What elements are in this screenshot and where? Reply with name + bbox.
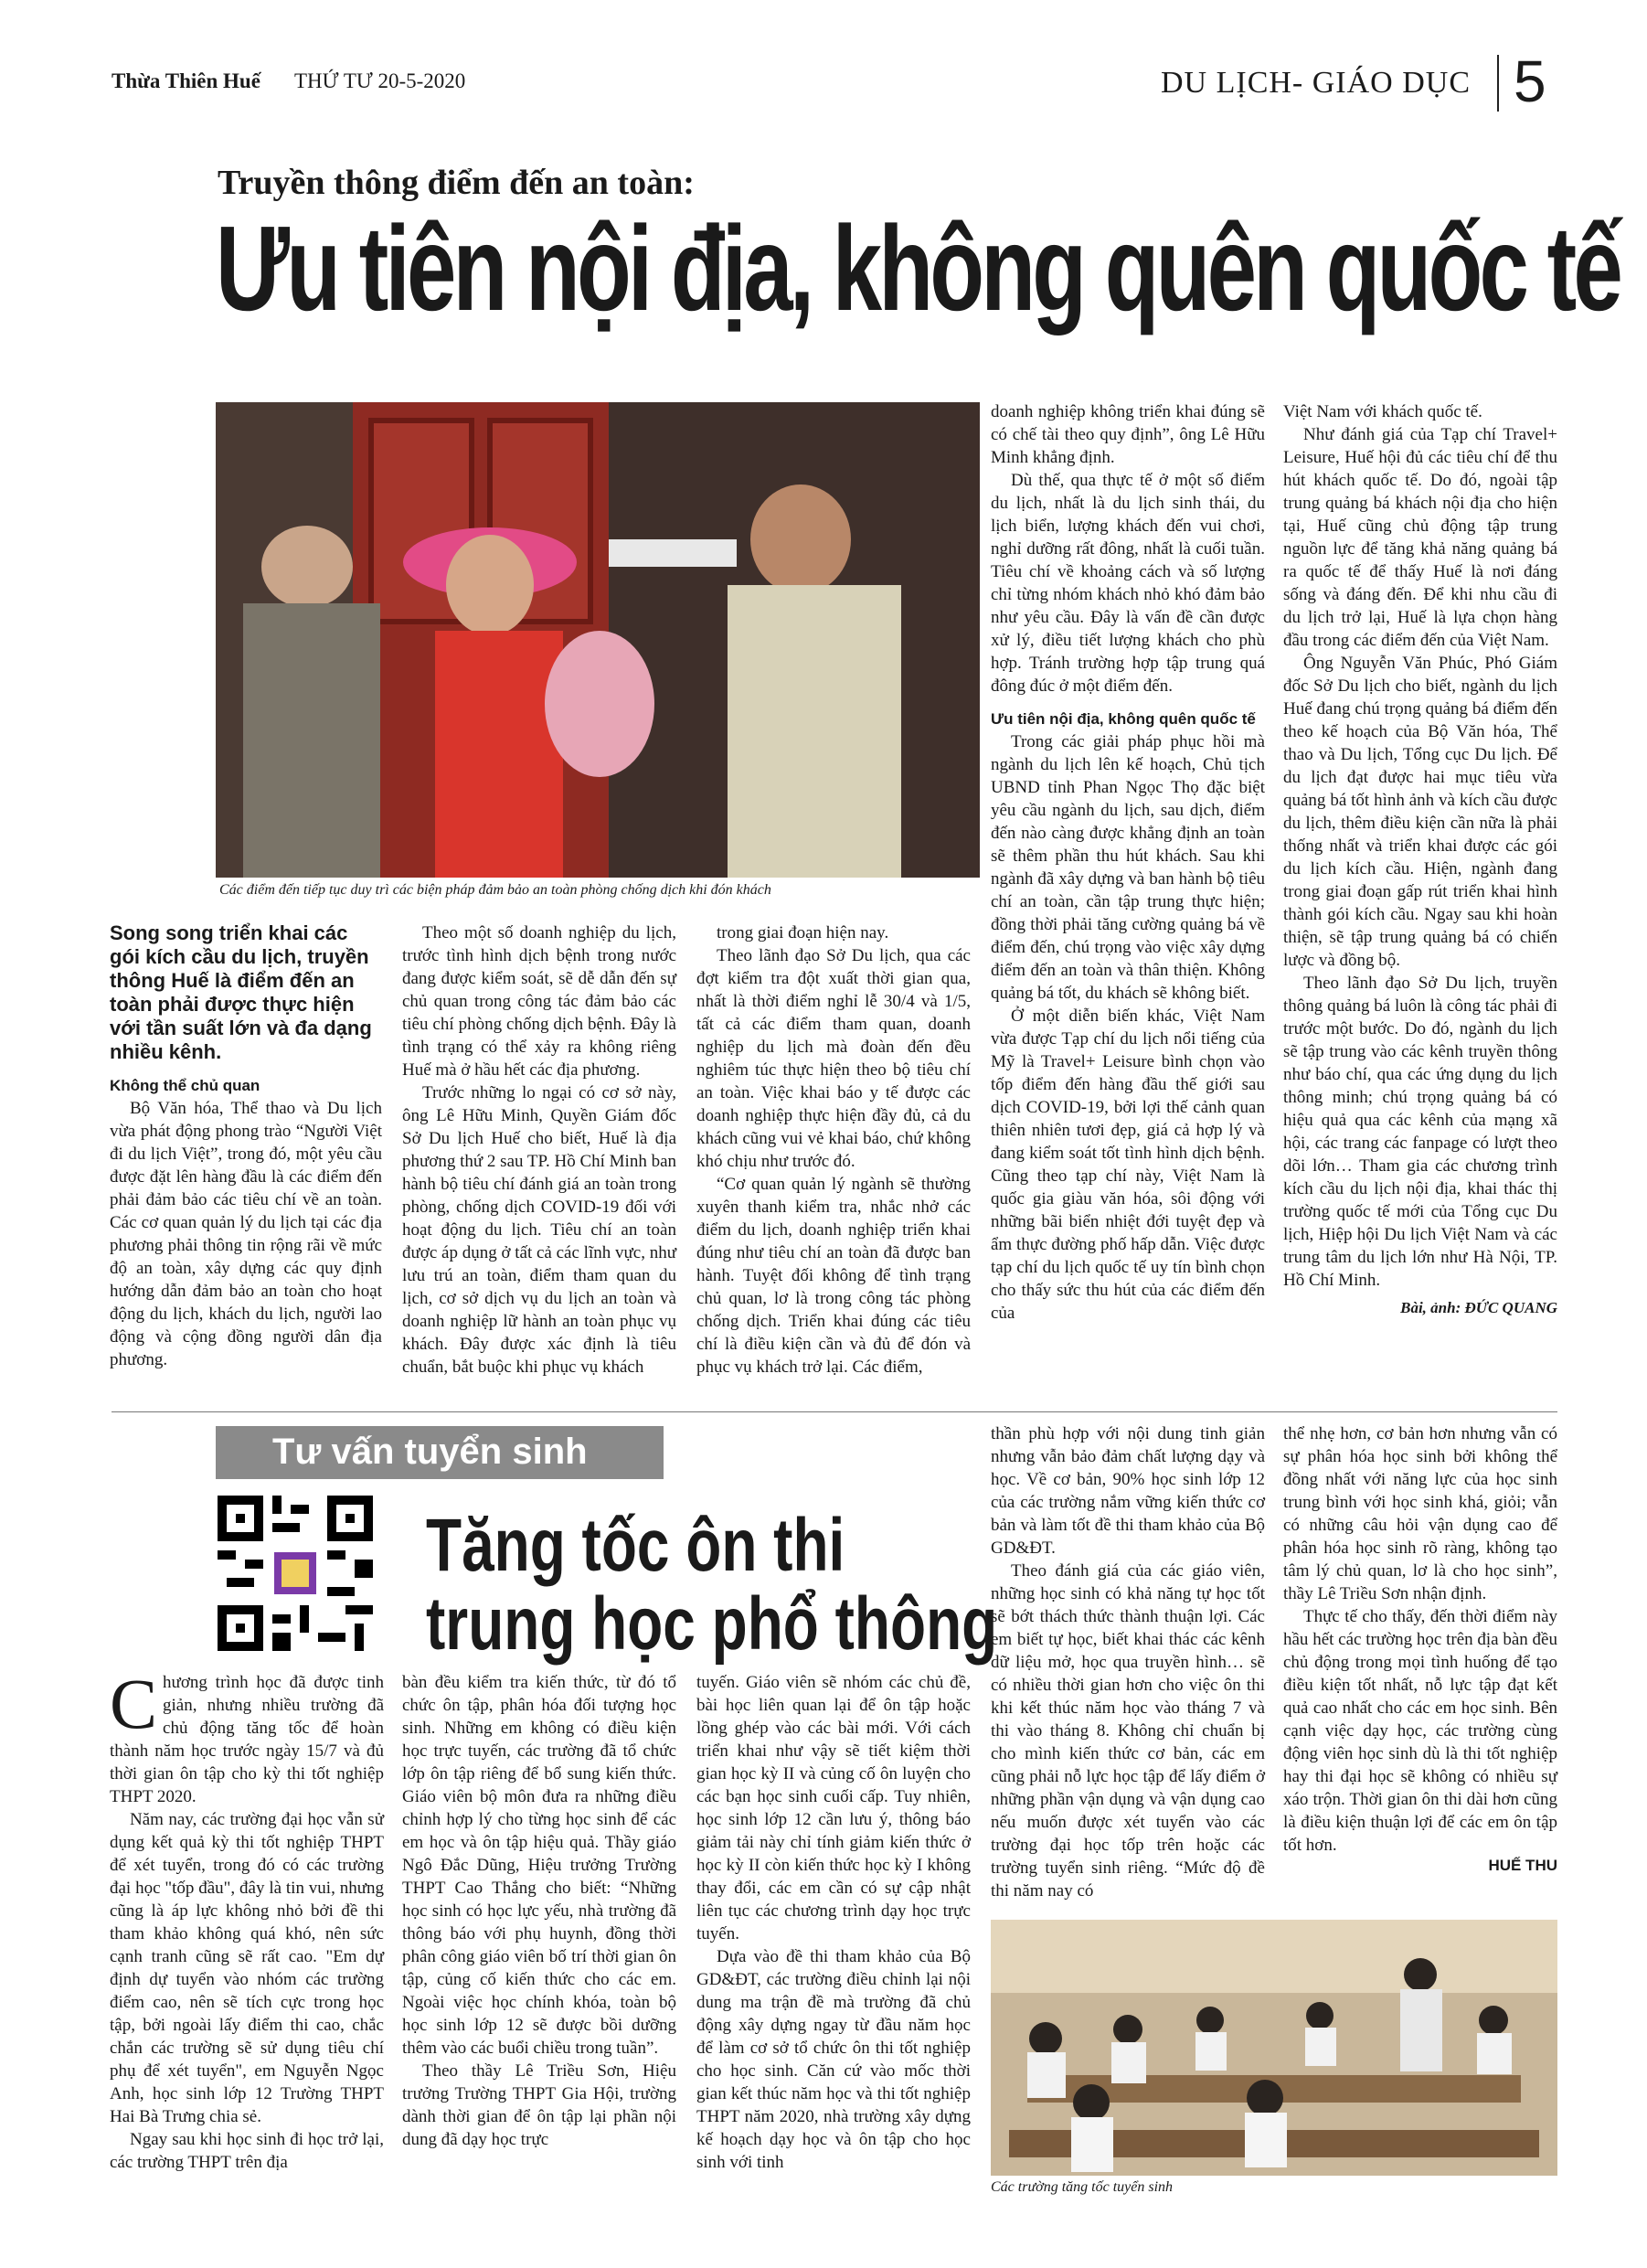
- temperature-check-photo: [216, 402, 980, 878]
- article-kicker: Truyền thông điểm đến an toàn:: [218, 164, 695, 202]
- issue-date: THỨ TƯ 20-5-2020: [294, 69, 466, 92]
- article-lead: Song song triển khai các gói kích cầu du lịch, truyền thông Huế là điểm đến an toàn phải được thực hiện với tần suất lớn và đa dạng nhiều kênh.: [110, 921, 372, 1063]
- paragraph: Như đánh giá của Tạp chí Travel+ Leisure, Huế hội đủ các tiêu chí để thu hút khách quốc tế. Do đó, ngoài tập trung quảng bá khách nội địa cho hiện tại, Huế cũng chủ động tập trung nguồn lực để tăng khả năng quảng bá ra quốc tế để thấy Huế là nơi đáng sống và đáng đến. Để khi nhu cầu đi du lịch trở lại, Huế là lựa chọn hàng đầu trong các điểm đến của Việt Nam.: [1283, 425, 1557, 650]
- text-column: [991, 730, 1265, 1325]
- classroom-photo: [991, 1920, 1557, 2176]
- paragraph: thần phù hợp với nội dung tinh giản nhưng vẫn bảo đảm chất lượng dạy và học. Về cơ bản, 90% học sinh lớp 12 của các trường nắm vững kiến thức cơ bản và làm tốt đề thi tham khảo của Bộ GD&ĐT.: [991, 1424, 1265, 1558]
- banner-label: Tư vấn tuyển sinh: [272, 1432, 588, 1472]
- text-column: [696, 1671, 971, 2174]
- article2-title-line1: Tăng tốc ôn thi: [426, 1504, 845, 1587]
- paragraph: hương trình học đã được tinh giản, nhưng nhiều trường đã chủ động tăng tốc để hoàn thành năm học trước ngày 15/7 và đủ thời gian ôn tập cho kỳ thi tốt nghiệp THPT 2020.: [110, 1673, 384, 1806]
- paragraph: “Cơ quan quản lý ngành sẽ thường xuyên thanh kiểm tra, nhắc nhở các điểm du lịch, doanh nghiệp triển khai đúng như tiêu chí an toàn đã được ban hành. Tuyệt đối không để tình trạng chủ quan, lơ là trong công tác phòng chống dịch. Triển khai đúng các tiêu chí là điều kiện cần và đủ để đón và phục vụ khách trở lại. Các điểm,: [696, 1175, 971, 1377]
- paragraph: Dù thế, qua thực tế ở một số điểm du lịch, nhất là du lịch sinh thái, du lịch biển, lượng khách đến vui chơi, nghỉ dưỡng rất đông, nhất là cuối tuần. Tiêu chí về khoảng cách và số lượng chỉ từng nhóm khách nhỏ khó đảm bảo như yêu cầu. Đây là vấn đề cần được xử lý, điều tiết lượng khách cho phù hợp. Tránh trường hợp tập trung quá đông đúc ở một điểm đến.: [991, 471, 1265, 696]
- photo-caption: Các điểm đến tiếp tục duy trì các biện pháp đảm bảo an toàn phòng chống dịch khi đón khách: [219, 882, 771, 898]
- paragraph: Ông Nguyễn Văn Phúc, Phó Giám đốc Sở Du lịch cho biết, ngành du lịch Huế đang chú trọng quảng bá điểm đến theo kế hoạch của Bộ Văn hóa, Thể thao và Du lịch, Tổng cục Du lịch. Để du lịch đạt được hai mục tiêu vừa quảng bá tốt hình ảnh và kích cầu được du lịch, thêm điều kiện cần nữa là phải thống nhất và triển khai được các gói du lịch kích cầu. Hiện, ngành đang trong giai đoạn gấp rút triển khai hình thành gói kích cầu. Ngay sau khi hoàn thiện, sẽ tập trung quảng bá có chiến lược và đồng bộ.: [1283, 654, 1557, 970]
- paragraph: trong giai đoạn hiện nay.: [717, 923, 889, 942]
- page-number: 5: [1514, 48, 1546, 114]
- article2-title-line2: trung học phổ thông: [426, 1582, 998, 1666]
- paragraph: Trước những lo ngại có cơ sở này, ông Lê Hữu Minh, Quyền Giám đốc Sở Du lịch Huế cho biết, Huế là địa phương thứ 2 sau TP. Hồ Chí Minh ban hành bộ tiêu chí đánh giá an toàn trong phòng, chống dịch COVID-19 đối với hoạt động du lịch. Tiêu chí an toàn được áp dụng ở tất cả các lĩnh vực, như lưu trú an toàn, điểm tham quan du lịch, cơ sở dịch vụ du lịch an toàn và doanh nghiệp lữ hành an toàn phục vụ khách. Đây được xác định là tiêu chuẩn, bắt buộc khi phục vụ khách: [402, 1083, 677, 1377]
- text-column: [110, 1097, 382, 1371]
- section-title: DU LỊCH- GIÁO DỤC: [1161, 66, 1472, 100]
- paragraph: bàn đều kiểm tra kiến thức, từ đó tổ chức ôn tập, phân hóa đối tượng học sinh. Những em không có điều kiện học trực tuyến, các trường đã tổ chức lớp ôn tập riêng để bổ sung kiến thức. Giáo viên bộ môn đưa ra những điều chỉnh hợp lý cho từng học sinh để các em học và ôn tập hiệu quả. Thầy giáo Ngô Đắc Dũng, Hiệu trưởng Trường THPT Cao Thắng cho biết: “Những học sinh có học lực yếu, nhà trường đã thông báo với phụ huynh, đồng thời phân công giáo viên bố trí thời gian ôn tập, củng cố kiến thức cho các em. Ngoài việc học chính khóa, toàn bộ học sinh lớp 12 sẽ được bồi dưỡng thêm vào các buổi chiều trong tuần”.: [402, 1673, 676, 2058]
- article-headline: Ưu tiên nội địa, không quên quốc tế: [216, 201, 1620, 335]
- paragraph: Việt Nam với khách quốc tế.: [1283, 402, 1482, 421]
- article-photo: [216, 402, 980, 878]
- paragraph: Ở một diễn biến khác, Việt Nam vừa được Tạp chí du lịch nổi tiếng của Mỹ là Travel+ Leisure bình chọn vào tốp điểm đến hàng đầu thế giới sau dịch COVID-19, bởi lợi thế cảnh quan thiên nhiên tươi đẹp, giá cả hợp lý và đang kiểm soát tốt tình hình dịch bệnh. Cũng theo tạp chí này, Việt Nam là quốc gia giàu văn hóa, sôi động với những bãi biển nhiệt đới tuyệt đẹp và ẩm thực đường phố hấp dẫn. Việc được tạp chí du lịch quốc tế uy tín bình chọn cho thấy sức thu hút của các điểm đến của: [991, 1006, 1265, 1323]
- paragraph: Theo lãnh đạo Sở Du lịch, qua các đợt kiểm tra đột xuất thời gian qua, nhất là thời điểm nghỉ lễ 30/4 và 1/5, tất cả các điểm tham quan, doanh nghiệp du lịch mà đoàn đến đều nghiêm túc thực hiện theo bộ tiêu chí an toàn. Việc khai báo y tế được các doanh nghiệp thực hiện đầy đủ, cả du khách cũng vui vẻ khai báo, chứ không khó chịu như trước đó.: [696, 946, 971, 1171]
- byline: Bài, ảnh: ĐỨC QUANG: [1400, 1299, 1557, 1316]
- paragraph: Bộ Văn hóa, Thể thao và Du lịch vừa phát động phong trào “Người Việt đi du lịch Việt”, trong đó, một yêu cầu được đặt lên hàng đầu là các điểm đến phải đảm bảo các tiêu chí về an toàn. Các cơ quan quản lý du lịch tại các địa phương phải thông tin rộng rãi về mức độ an toàn, xây dựng các quy định hướng dẫn đảm bảo an toàn cho hoạt động du lịch, khách du lịch, người lao động và cộng đồng người dân địa phương.: [110, 1099, 382, 1369]
- article2-photo: [991, 1920, 1557, 2176]
- section-divider: [112, 1411, 1557, 1412]
- column-banner: [216, 1426, 664, 1479]
- text-column: [991, 400, 1265, 697]
- paragraph: Theo lãnh đạo Sở Du lịch, truyền thông quảng bá luôn là công tác phải đi trước một bước. Do đó, ngành du lịch sẽ tập trung vào các kênh truyền thông như báo chí, qua các ứng dụng du lịch thông minh; chú trọng quảng bá có hiệu quả qua các kênh của mạng xã hội, các trang các fanpage có lượt theo dõi lớn… Tham gia các chương trình kích cầu du lịch nội địa, khai thác thị trường quốc tế mới của Tổng cục Du lịch, Hiệp hội Du lịch Việt Nam và các trung tâm du lịch lớn như Hà Nội, TP. Hồ Chí Minh.: [1283, 974, 1557, 1290]
- text-column: [696, 921, 971, 1379]
- paragraph: tuyến. Giáo viên sẽ nhóm các chủ đề, bài học liên quan lại để ôn tập hoặc lồng ghép vào các bài mới. Với cách triển khai như vậy sẽ tiết kiệm thời gian học kỳ II và củng cố ôn luyện cho các bạn học sinh cuối cấp. Tuy nhiên, học sinh lớp 12 cần lưu ý, thông báo giảm tải này chỉ tính giảm kiến thức ở học kỳ II còn kiến thức học kỳ I không thay đổi, các em cần có sự cập nhật liên tục các chương trình dạy học trực tuyến.: [696, 1673, 971, 1943]
- paragraph: Theo một số doanh nghiệp du lịch, trước tình hình dịch bệnh trong nước đang được kiểm soát, sẽ dễ dẫn đến sự chủ quan trong công tác đảm bảo các tiêu chí phòng chống dịch bệnh. Đây là tình trạng có thể xảy ra không riêng Huế mà ở hầu hết các địa phương.: [402, 923, 676, 1080]
- paragraph: Theo thầy Lê Triều Sơn, Hiệu trưởng Trường THPT Gia Hội, trường dành thời gian để ôn tập lại phần nội dung đã dạy học trực: [402, 2061, 676, 2149]
- drop-cap: C: [110, 1664, 158, 1743]
- text-column: [991, 1422, 1265, 1902]
- paragraph: Theo đánh giá của các giáo viên, những học sinh có khả năng tự học tốt sẽ bớt thách thức thành thuận lợi. Các em biết tự học, biết khai thác các kênh dữ liệu mở, học qua truyền hình… sẽ có nhiều thời gian hơn cho việc ôn thi khi kết thúc năm học vào tháng 7 và thi vào tháng 8. Không chỉ chuẩn bị cho mình kiến thức cơ bản, các em cũng phải nỗ lực học tập để lấy điểm ở những phần vận dụng và vận dụng cao nếu muốn được xét tuyển vào các trường đại học tốp trên hoặc các trường tuyển sinh riêng. “Mức độ đề thi năm nay có: [991, 1561, 1265, 1901]
- photo-caption: Các trường tăng tốc tuyển sinh: [991, 2179, 1174, 2195]
- text-column: [402, 1671, 676, 2151]
- paragraph: Năm nay, các trường đại học vẫn sử dụng kết quả kỳ thi tốt nghiệp THPT để xét tuyển, trong đó có các trường đại học "tốp đầu", đây là tin vui, nhưng cũng là áp lực không nhỏ bởi đề thi tham khảo không quá khó, nên sức cạnh tranh cũng sẽ rất cao. "Em dự định dự tuyển vào nhóm các trường điểm cao, nên sẽ tích cực trong học tập, bởi ngoài lấy điểm thi cao, chắc chắn các trường sẽ sử dụng tiêu chí phụ để xét tuyển", em Nguyễn Ngọc Anh, học sinh lớp 12 Trường THPT Hai Bà Trưng chia sẻ.: [110, 1810, 384, 2126]
- subheading: Ưu tiên nội địa, không quên quốc tế: [991, 710, 1256, 728]
- newspaper-name: Thừa Thiên Huế: [112, 69, 260, 92]
- subheading: Không thể chủ quan: [110, 1077, 260, 1094]
- text-column: [402, 921, 676, 1379]
- author-signature: HUẾ THU: [1488, 1857, 1557, 1874]
- qr-code-icon: [218, 1496, 373, 1651]
- paragraph: Dựa vào đề thi tham khảo của Bộ GD&ĐT, các trường điều chỉnh lại nội dung ma trận đề mà trường đã chủ động xây dựng ngay từ đầu năm học để làm cơ sở tổ chức ôn thi tốt nghiệp cho học sinh. Căn cứ vào mốc thời gian kết thúc năm học và thi tốt nghiệp THPT năm 2020, nhà trường xây dựng kế hoạch dạy học và ôn tập cho học sinh với tinh: [696, 1947, 971, 2172]
- text-column: [1283, 1422, 1557, 1857]
- text-column: [110, 1664, 384, 2174]
- paragraph: Trong các giải pháp phục hồi mà ngành du lịch lên kế hoạch, Chủ tịch UBND tỉnh Phan Ngọc Thọ đặc biệt yêu cầu ngành du lịch, sau dịch, điểm đến nào càng được khẳng định an toàn sẽ thêm phần thu hút khách. Sau khi ngành đã xây dựng và ban hành bộ tiêu chí an toàn, cần tập trung thực hiện; đồng thời phải tăng cường quảng bá về điểm đến, chú trọng vào việc xây dựng điểm đến an toàn và thân thiện. Không quảng bá tốt, du khách sẽ không biết.: [991, 732, 1265, 1003]
- paragraph: doanh nghiệp không triển khai đúng sẽ có chế tài theo quy định”, ông Lê Hữu Minh khẳng định.: [991, 402, 1265, 467]
- paragraph: thể nhẹ hơn, cơ bản hơn nhưng vẫn có sự phân hóa học sinh bởi không thể đồng nhất với năng lực của học sinh trung bình với học sinh khá, giỏi; vẫn có những câu hỏi vận dụng cao để phân hóa học sinh rõ ràng, không tạo tâm lý chủ quan, lơ là cho học sinh”, thầy Lê Triều Sơn nhận định.: [1283, 1424, 1557, 1603]
- paragraph: Thực tế cho thấy, đến thời điểm này hầu hết các trường học trên địa bàn đều chủ động trong mọi tình huống để tạo điều kiện tốt nhất, nỗ lực tập đạt kết quả cao nhất cho các em học sinh. Bên cạnh việc dạy học, các trường cùng động viên học sinh dù là thi tốt nghiệp hay thi đại học sẽ không có nhiều sự xáo trộn. Thời gian ôn thi dài hơn cũng là điều kiện thuận lợi để các em ôn tập tốt hơn.: [1283, 1607, 1557, 1855]
- text-column: [1283, 400, 1557, 1292]
- paragraph: Ngay sau khi học sinh đi học trở lại, các trường THPT trên địa: [110, 2130, 384, 2172]
- header-divider: [1497, 55, 1499, 112]
